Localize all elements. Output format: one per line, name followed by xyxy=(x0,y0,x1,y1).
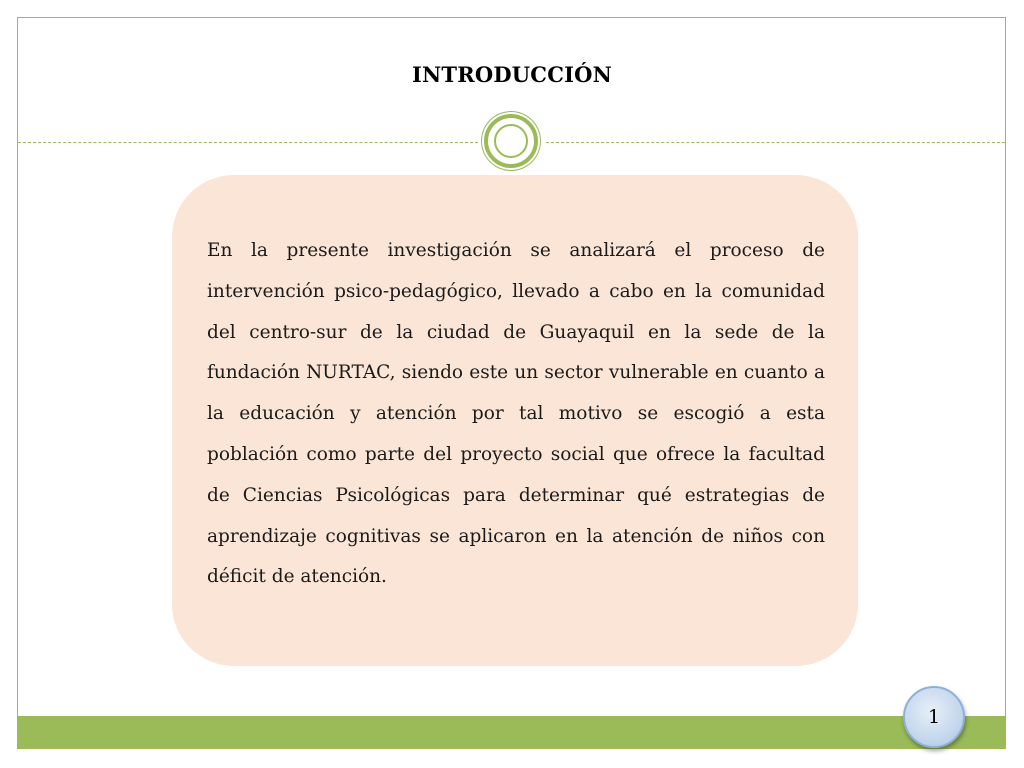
divider-ring-icon xyxy=(484,114,538,168)
divider-ring-inner xyxy=(494,124,528,158)
page-number-badge xyxy=(903,686,965,748)
body-text: En la presente investigación se analizará el proceso de intervención psico-pedagógico, llevado a cabo en la comunidad del centro-sur de la ciudad de Guayaquil en la sede de la fundación NURTAC, siendo este un sector vulnerable en cuanto a la educación y atención por tal motivo se escogió a esta población como parte del proyecto social que ofrece la facultad de Ciencias Psicológicas para determinar qué estrategias de aprendizaje cognitivas se aplicaron en la atención de niños con déficit de atención. xyxy=(207,240,825,588)
divider-right xyxy=(546,142,1005,143)
divider-left xyxy=(18,142,478,143)
bottom-bar xyxy=(17,716,1006,749)
slide-title: INTRODUCCIÓN xyxy=(411,62,613,87)
content-box xyxy=(172,175,858,666)
page-number: 1 xyxy=(927,706,941,728)
